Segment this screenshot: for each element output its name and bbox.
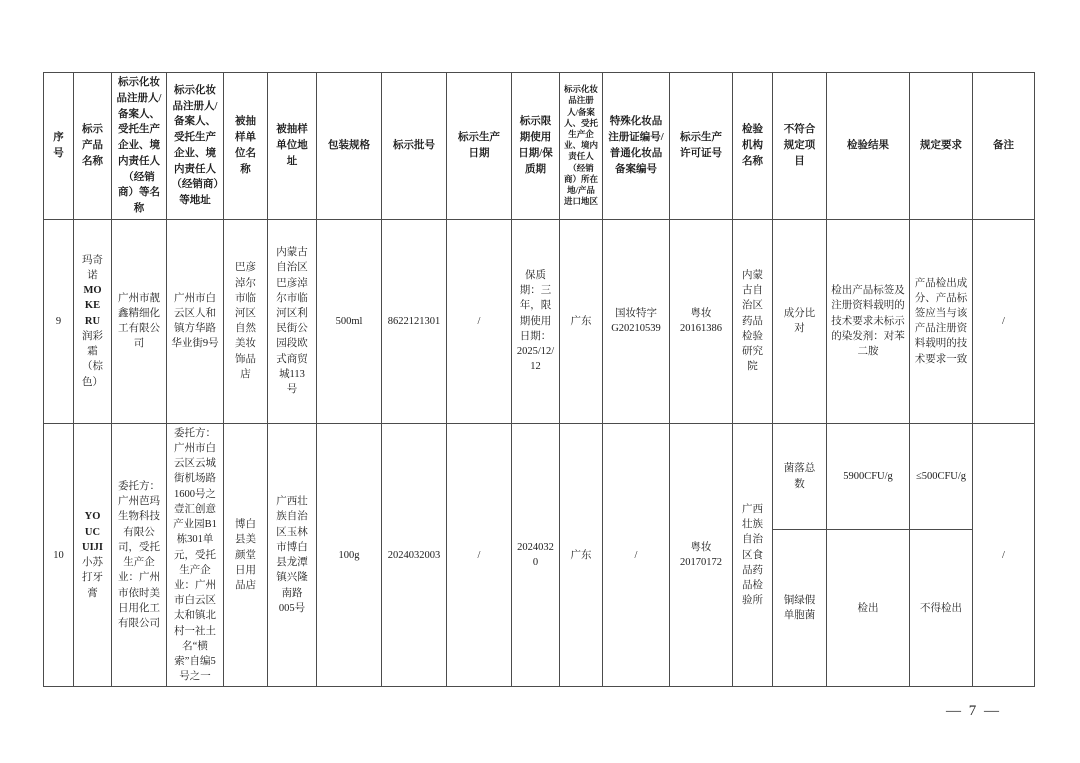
cell-remark: /: [973, 219, 1035, 423]
cell-nonconforming-item: [773, 423, 827, 530]
product-name-suffix: 润彩霜（棕色）: [82, 330, 103, 388]
product-name-suffix: 小苏打牙膏: [82, 557, 103, 599]
cell-production-date: /: [447, 423, 512, 687]
col-header-registration-no: 特殊化妆品注册证编号/普通化妆品备案编号: [603, 73, 670, 220]
col-header-license-no-label: 标示生产许可证号: [679, 132, 722, 159]
cell-registration-no: 国妆特字G20210539: [603, 219, 670, 423]
col-header-sampled-unit-address: [268, 73, 317, 220]
cell-registrant-address: 委托方：广州市白云区云城街机场路1600号之壹汇创意产业园B1栋301单元，受托生产企业：广州市白云区太和镇北村一社土名“横索”自编5号之一: [167, 423, 224, 687]
col-header-product-name: [74, 73, 112, 220]
col-header-registrant-name: 标示化妆品注册人/备案人、受托生产企业、境内责任人（经销商）等名称: [112, 73, 167, 220]
col-header-seq: [44, 73, 74, 220]
inspection-agency-text: 内蒙古自治区药品检验研究院: [742, 269, 763, 373]
cell-seq: 9: [44, 219, 74, 423]
cell-production-date: /: [447, 219, 512, 423]
nonconforming-item-text: 菌落总数: [783, 463, 816, 490]
cell-sampled-unit-address: [268, 423, 317, 687]
cell-registrant-name: 广州市靓鑫精细化工有限公司: [112, 219, 167, 423]
cell-batch-no: 8622121301: [382, 219, 447, 423]
sampled-unit-address-text: 广西壮族自治区玉林市博白县龙潭镇兴隆南路005号: [276, 496, 308, 614]
col-header-sampled-unit-name-label: 被抽样单位名称: [235, 116, 256, 175]
col-header-product-name-label: 标示产品名称: [82, 124, 103, 167]
cell-remark: /: [973, 423, 1035, 687]
cell-expiry: 保质期：三年，限期使用日期：2025/12/12: [512, 219, 560, 423]
col-header-inspection-agency: [733, 73, 773, 220]
cell-product-name: [74, 219, 112, 423]
col-header-nonconforming-item: [773, 73, 827, 220]
col-header-sampled-unit-address-label: 被抽样单位地址: [276, 124, 308, 167]
cell-inspection-agency: [733, 219, 773, 423]
col-header-seq-label: 序号: [53, 132, 64, 159]
cell-batch-no: 2024032003: [382, 423, 447, 687]
cell-nonconforming-item: [773, 219, 827, 423]
table-row-9: [44, 219, 1035, 423]
col-header-remark: 备注: [973, 73, 1035, 220]
table-row-10: [44, 423, 1035, 530]
cell-seq: 10: [44, 423, 74, 687]
cell-license-no: 粤妆20161386: [670, 219, 733, 423]
col-header-license-no: [670, 73, 733, 220]
product-name-text: [81, 253, 104, 390]
col-header-sampled-unit-name: [224, 73, 268, 220]
sampled-unit-address-text: 内蒙古自治区巴彦淖尔市临河区利民街公园段欧式商贸城113号: [276, 247, 308, 396]
cell-registrant-name: 委托方：广州芭玛生物科技有限公司，受托生产企业：广州市依时美日用化工有限公司: [112, 423, 167, 687]
cell-test-result: 检出: [827, 530, 910, 687]
cell-sampled-unit-name: [224, 219, 268, 423]
col-header-registrant-region: 标示化妆品注册人/备案人、受托生产企业、境内责任人（经销商）所在地/产品进口地区: [560, 73, 603, 220]
cell-test-result: 检出产品标签及注册资料载明的技术要求未标示的染发剂：对苯二胺: [827, 219, 910, 423]
cell-product-name: [74, 423, 112, 687]
col-header-batch-no: 标示批号: [382, 73, 447, 220]
nonconforming-item-text: 成分比对: [783, 308, 816, 335]
col-header-production-date: [447, 73, 512, 220]
cell-region: 广东: [560, 423, 603, 687]
cell-requirement: ≤500CFU/g: [910, 423, 973, 530]
col-header-requirement: 规定要求: [910, 73, 973, 220]
col-header-registrant-address: 标示化妆品注册人/备案人、受托生产企业、境内责任人（经销商）等地址: [167, 73, 224, 220]
cell-inspection-agency: [733, 423, 773, 687]
cell-package-spec: 500ml: [317, 219, 382, 423]
cell-expiry: 20240320: [512, 423, 560, 687]
cell-package-spec: 100g: [317, 423, 382, 687]
sampled-unit-name-text: 博白县美颜堂日用品店: [235, 519, 256, 591]
cell-test-result: 5900CFU/g: [827, 423, 910, 530]
cell-sampled-unit-name: [224, 423, 268, 687]
cell-registration-no: /: [603, 423, 670, 687]
header-row: [44, 73, 1035, 220]
product-name-text: [81, 509, 104, 600]
product-name-latin: YOUCUIJI: [81, 511, 103, 553]
cell-requirement: 产品检出成分、产品标签应当与该产品注册资料载明的技术要求一致: [910, 219, 973, 423]
cell-requirement: 不得检出: [910, 530, 973, 687]
nonconforming-item-text: 铜绿假单胞菌: [783, 595, 816, 622]
cell-region: 广东: [560, 219, 603, 423]
sampled-unit-name-text: 巴彦淖尔市临河区自然美妆饰品店: [235, 262, 256, 380]
col-header-production-date-label: 标示生产日期: [457, 132, 500, 159]
product-name-prefix: 玛奇诺: [82, 254, 103, 281]
col-header-package-spec: 包装规格: [317, 73, 382, 220]
product-name-latin: MOKERU: [83, 285, 102, 327]
inspection-agency-text: 广西壮族自治区食品药品检验所: [742, 503, 763, 607]
col-header-nonconforming-item-label: 不符合规定项目: [783, 124, 816, 167]
col-header-test-result: 检验结果: [827, 73, 910, 220]
page-number: — 7 —: [946, 703, 1001, 719]
col-header-expiry: 标示限期使用日期/保质期: [512, 73, 560, 220]
cell-nonconforming-item: [773, 530, 827, 687]
cell-sampled-unit-address: [268, 219, 317, 423]
cell-registrant-address: 广州市白云区人和镇方华路华业街9号: [167, 219, 224, 423]
col-header-inspection-agency-label: 检验机构名称: [742, 124, 763, 167]
inspection-results-table: [43, 72, 1035, 687]
cell-license-no: 粤妆20170172: [670, 423, 733, 687]
